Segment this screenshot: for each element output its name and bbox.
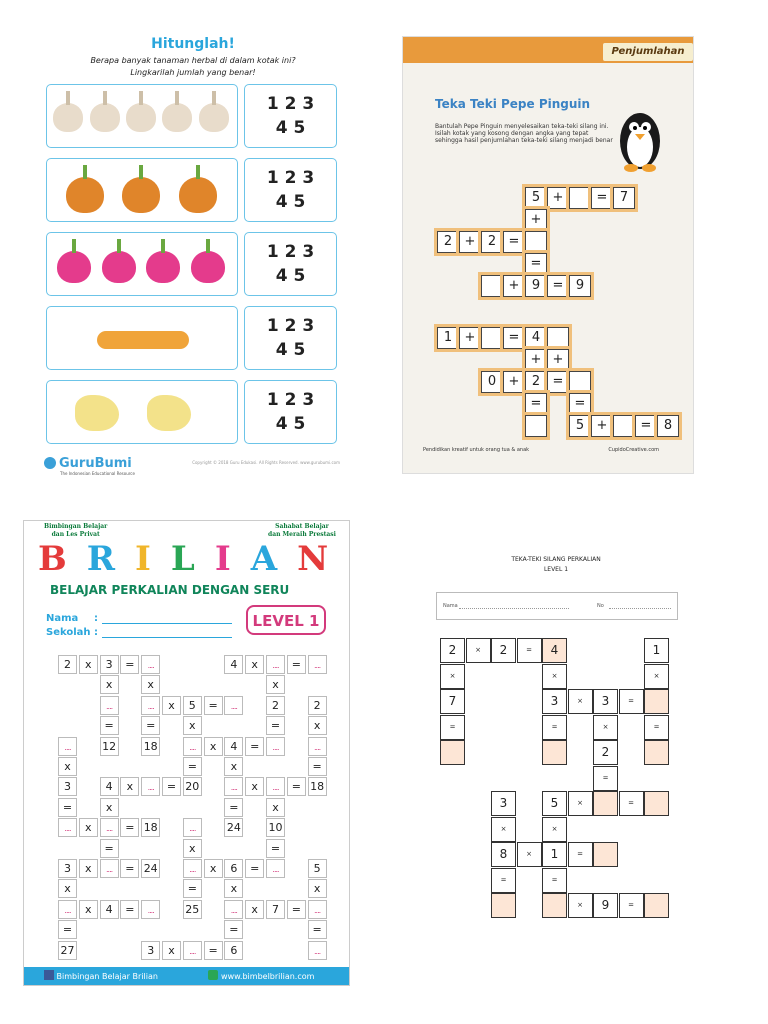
grid-cell: x bbox=[245, 777, 264, 796]
red-onion-icon bbox=[146, 251, 180, 283]
answer-blank-cell[interactable]: .... bbox=[58, 900, 77, 919]
grid-cell: 3 bbox=[141, 941, 160, 960]
crossword-cell: 2 bbox=[440, 638, 465, 663]
crossword-cell: = bbox=[517, 638, 542, 663]
sheet2-header-label: Penjumlahan bbox=[603, 43, 693, 61]
answer-blank-cell[interactable]: .... bbox=[58, 818, 77, 837]
numbers-line-1[interactable]: 1 2 3 bbox=[266, 242, 315, 262]
grid-cell: 5 bbox=[183, 696, 202, 715]
grid-cell: 12 bbox=[100, 737, 119, 756]
answer-blank-cell[interactable]: .... bbox=[308, 900, 327, 919]
answer-blank-cell[interactable]: .... bbox=[141, 777, 160, 796]
grid-cell: 4 bbox=[100, 900, 119, 919]
grid-cell: x bbox=[308, 716, 327, 735]
grid-cell: x bbox=[120, 777, 139, 796]
ginger-icon bbox=[147, 395, 191, 431]
level-badge: LEVEL 1 bbox=[246, 605, 326, 635]
crossword-cell: 3 bbox=[491, 791, 516, 816]
brilian-logo bbox=[38, 539, 348, 579]
grid-cell: = bbox=[245, 859, 264, 878]
puzzle-empty-cell[interactable] bbox=[613, 415, 635, 437]
answer-blank-cell[interactable]: .... bbox=[183, 737, 202, 756]
grid-cell: 25 bbox=[183, 900, 202, 919]
grid-cell: x bbox=[162, 696, 181, 715]
crossword-cell: 7 bbox=[440, 689, 465, 714]
puzzle-cell: + bbox=[547, 349, 569, 371]
numbers-line-2[interactable]: 4 5 bbox=[275, 192, 306, 212]
answer-blank-cell[interactable]: .... bbox=[308, 941, 327, 960]
answer-blank-cell[interactable]: .... bbox=[224, 900, 243, 919]
answer-blank-cell[interactable]: .... bbox=[58, 737, 77, 756]
crossword-cell: × bbox=[466, 638, 491, 663]
puzzle-empty-cell[interactable] bbox=[525, 415, 547, 437]
sheet1-instruction-2: Lingkarilah jumlah yang benar! bbox=[130, 68, 256, 77]
red-onion-icon bbox=[57, 251, 91, 283]
grid-cell: = bbox=[120, 655, 139, 674]
gurubumi-tagline: The Indonesian Educational Resource bbox=[60, 471, 135, 476]
grid-cell: = bbox=[120, 818, 139, 837]
garlic-icon bbox=[162, 103, 192, 132]
grid-cell: = bbox=[183, 879, 202, 898]
crossword-cell: × bbox=[644, 664, 669, 689]
name-field[interactable] bbox=[459, 608, 569, 609]
no-label: No bbox=[597, 603, 604, 609]
grid-cell: 5 bbox=[308, 859, 327, 878]
puzzle-cell: = bbox=[503, 231, 525, 253]
count-row bbox=[46, 232, 342, 298]
grid-cell: 4 bbox=[100, 777, 119, 796]
puzzle-cell: = bbox=[525, 253, 547, 275]
grid-cell: 6 bbox=[224, 941, 243, 960]
sheet3-header-right: Sahabat Belajar dan Meraih Prestasi bbox=[268, 523, 336, 538]
grid-cell: = bbox=[224, 798, 243, 817]
crossword-cell: 2 bbox=[593, 740, 618, 765]
answer-blank-cell[interactable]: .... bbox=[266, 777, 285, 796]
grid-cell: 2 bbox=[266, 696, 285, 715]
grid-cell: x bbox=[245, 900, 264, 919]
grid-cell: = bbox=[224, 920, 243, 939]
grid-cell: x bbox=[100, 798, 119, 817]
name-label: Nama bbox=[46, 613, 79, 624]
grid-cell: 18 bbox=[308, 777, 327, 796]
grid-cell: = bbox=[287, 900, 306, 919]
grid-cell: x bbox=[79, 655, 98, 674]
crossword-cell: × bbox=[491, 817, 516, 842]
grid-cell: = bbox=[120, 900, 139, 919]
answer-blank-cell[interactable]: .... bbox=[308, 655, 327, 674]
onion-icon bbox=[122, 177, 160, 213]
numbers-line-1[interactable]: 1 2 3 bbox=[266, 316, 315, 336]
picture-box bbox=[46, 84, 238, 148]
picture-box bbox=[46, 380, 238, 444]
picture-box bbox=[46, 232, 238, 296]
crossword-cell: = bbox=[440, 715, 465, 740]
worksheet-penguin-puzzle bbox=[402, 36, 694, 474]
crossword-cell: 1 bbox=[644, 638, 669, 663]
gurubumi-logo: GuruBumi The Indonesian Educational Resource bbox=[44, 456, 135, 476]
turmeric-icon bbox=[97, 331, 189, 349]
grid-cell: 6 bbox=[224, 859, 243, 878]
crossword-cell: 1 bbox=[542, 842, 567, 867]
answer-blank-cell[interactable]: .... bbox=[266, 859, 285, 878]
crossword-cell: × bbox=[542, 664, 567, 689]
puzzle-cell: 1 bbox=[437, 327, 459, 349]
puzzle-cell: = bbox=[503, 327, 525, 349]
answer-empty-cell[interactable] bbox=[593, 842, 618, 867]
worksheet-brilian-multiplication bbox=[23, 520, 350, 986]
sheet3-header-left: Bimbingan Belajar dan Les Privat bbox=[44, 523, 108, 538]
grid-cell: = bbox=[162, 777, 181, 796]
answer-blank-cell[interactable]: .... bbox=[266, 655, 285, 674]
numbers-line-1[interactable]: 1 2 3 bbox=[266, 168, 315, 188]
grid-cell: 27 bbox=[58, 941, 77, 960]
crossword-cell: × bbox=[440, 664, 465, 689]
grid-cell: x bbox=[204, 737, 223, 756]
grid-cell: = bbox=[58, 920, 77, 939]
red-onion-icon bbox=[102, 251, 136, 283]
no-field[interactable] bbox=[609, 608, 671, 609]
crossword-cell: = bbox=[619, 893, 644, 918]
grid-cell: 18 bbox=[141, 818, 160, 837]
name-label: Nama bbox=[443, 603, 458, 609]
grid-cell: = bbox=[100, 839, 119, 858]
name-colon: : bbox=[94, 613, 98, 624]
grid-cell: = bbox=[204, 941, 223, 960]
brand-letter: R bbox=[86, 539, 136, 579]
grid-cell: 2 bbox=[308, 696, 327, 715]
answer-blank-cell[interactable]: .... bbox=[100, 859, 119, 878]
answer-blank-cell[interactable]: .... bbox=[224, 696, 243, 715]
answer-empty-cell[interactable] bbox=[542, 893, 567, 918]
puzzle-cell: = bbox=[525, 393, 547, 415]
sheet3-footer bbox=[24, 967, 350, 986]
grid-cell: = bbox=[266, 839, 285, 858]
sheet2-title: Teka Teki Pepe Pinguin bbox=[435, 97, 591, 111]
puzzle-cell: 4 bbox=[525, 327, 547, 349]
puzzle-empty-cell[interactable] bbox=[481, 327, 503, 349]
crossword-cell: = bbox=[644, 715, 669, 740]
grid-cell: = bbox=[308, 920, 327, 939]
red-onion-icon bbox=[191, 251, 225, 283]
grid-cell: x bbox=[79, 818, 98, 837]
puzzle-cell: 2 bbox=[525, 371, 547, 393]
school-label: Sekolah bbox=[46, 627, 91, 638]
sheet4-title: TEKA-TEKI SILANG PERKALIAN LEVEL 1 bbox=[511, 556, 601, 573]
picture-box bbox=[46, 158, 238, 222]
answer-blank-cell[interactable]: .... bbox=[183, 941, 202, 960]
puzzle-cell: + bbox=[591, 415, 613, 437]
grid-cell: x bbox=[79, 859, 98, 878]
grid-cell: x bbox=[183, 839, 202, 858]
brand-letter: I bbox=[214, 539, 251, 579]
grid-cell: 10 bbox=[266, 818, 285, 837]
garlic-icon bbox=[90, 103, 120, 132]
picture-box bbox=[46, 306, 238, 370]
grid-cell: = bbox=[141, 716, 160, 735]
answer-empty-cell[interactable] bbox=[593, 791, 618, 816]
penguin-icon bbox=[615, 103, 665, 173]
crossword-cell: 5 bbox=[542, 791, 567, 816]
puzzle-cell: = bbox=[569, 393, 591, 415]
grid-cell: x bbox=[224, 757, 243, 776]
school-line[interactable] bbox=[102, 637, 232, 638]
puzzle-cell: + bbox=[525, 349, 547, 371]
puzzle-cell: 7 bbox=[613, 187, 635, 209]
grid-cell: 24 bbox=[141, 859, 160, 878]
crossword-cell: = bbox=[542, 868, 567, 893]
sheet1-instruction-1: Berapa banyak tanaman herbal di dalam kotak ini? bbox=[90, 56, 296, 65]
sheet2-footer-right: CupidoCreative.com bbox=[608, 447, 659, 453]
number-choice-box[interactable] bbox=[244, 158, 337, 222]
grid-cell: 24 bbox=[224, 818, 243, 837]
grid-cell: x bbox=[266, 798, 285, 817]
puzzle-cell: 5 bbox=[525, 187, 547, 209]
puzzle-cell: + bbox=[547, 187, 569, 209]
worksheet-crossword-multiplication bbox=[432, 548, 680, 920]
number-choice-box[interactable] bbox=[244, 232, 337, 296]
grid-cell: x bbox=[266, 675, 285, 694]
crossword-cell: = bbox=[568, 842, 593, 867]
crossword-cell: = bbox=[619, 791, 644, 816]
sheet1-copyright: Copyright © 2018 Guru Edukasi. All Rights Reserved. www.gurubumi.com bbox=[192, 460, 340, 465]
crossword-cell: × bbox=[542, 817, 567, 842]
numbers-line-1[interactable]: 1 2 3 bbox=[266, 94, 315, 114]
count-row bbox=[46, 306, 342, 372]
grid-cell: = bbox=[266, 716, 285, 735]
answer-empty-cell[interactable] bbox=[644, 893, 669, 918]
crossword-cell: × bbox=[517, 842, 542, 867]
grid-cell: 20 bbox=[183, 777, 202, 796]
grid-cell: 3 bbox=[100, 655, 119, 674]
grid-cell: 3 bbox=[58, 777, 77, 796]
answer-empty-cell[interactable] bbox=[644, 689, 669, 714]
grid-cell: = bbox=[204, 696, 223, 715]
crossword-cell: 8 bbox=[491, 842, 516, 867]
brand-letter: I bbox=[135, 539, 171, 579]
crossword-cell: × bbox=[593, 715, 618, 740]
grid-cell: = bbox=[183, 757, 202, 776]
puzzle-cell: 5 bbox=[569, 415, 591, 437]
grid-cell: = bbox=[308, 757, 327, 776]
footer-right-text: www.bimbelbrilian.com bbox=[221, 972, 315, 981]
grid-cell: = bbox=[100, 716, 119, 735]
answer-blank-cell[interactable]: .... bbox=[100, 696, 119, 715]
name-number-box bbox=[436, 592, 678, 620]
grid-cell: x bbox=[224, 879, 243, 898]
puzzle-empty-cell[interactable] bbox=[569, 371, 591, 393]
crossword-cell: = bbox=[542, 715, 567, 740]
grid-cell: 18 bbox=[141, 737, 160, 756]
answer-blank-cell[interactable]: .... bbox=[141, 655, 160, 674]
answer-blank-cell[interactable]: .... bbox=[308, 737, 327, 756]
grid-cell: x bbox=[245, 655, 264, 674]
puzzle-cell: + bbox=[503, 371, 525, 393]
grid-cell: x bbox=[204, 859, 223, 878]
crossword-cell: = bbox=[619, 689, 644, 714]
onion-icon bbox=[179, 177, 217, 213]
grid-cell: = bbox=[58, 798, 77, 817]
sheet1-title: Hitunglah! bbox=[151, 36, 235, 52]
answer-blank-cell[interactable]: .... bbox=[141, 696, 160, 715]
brand-letter: N bbox=[297, 539, 349, 579]
grid-cell: 7 bbox=[266, 900, 285, 919]
garlic-icon bbox=[53, 103, 83, 132]
sheet2-footer-left: Pendidikan kreatif untuk orang tua & anak bbox=[423, 447, 530, 453]
grid-cell: = bbox=[245, 737, 264, 756]
crossword-cell: × bbox=[568, 791, 593, 816]
garlic-icon bbox=[126, 103, 156, 132]
facebook-icon bbox=[44, 970, 54, 980]
grid-cell: x bbox=[308, 879, 327, 898]
puzzle-cell: + bbox=[459, 327, 481, 349]
answer-empty-cell[interactable] bbox=[542, 740, 567, 765]
answer-blank-cell[interactable]: .... bbox=[141, 900, 160, 919]
puzzle-empty-cell[interactable] bbox=[481, 275, 503, 297]
school-colon: : bbox=[94, 627, 98, 638]
sheet2-description: Bantulah Pepe Pinguin menyelesaikan teka-teki silang ini. Isilah kotak yang kosong dengan angka yang tepat sehingga hasil penjumlahan teka-teki silang menjadi benar bbox=[435, 123, 613, 144]
grid-cell: 3 bbox=[58, 859, 77, 878]
web-icon bbox=[208, 970, 218, 980]
puzzle-cell: 2 bbox=[481, 231, 503, 253]
count-row bbox=[46, 158, 342, 224]
puzzle-empty-cell[interactable] bbox=[525, 231, 547, 253]
crossword-cell: 4 bbox=[542, 638, 567, 663]
puzzle-cell: + bbox=[503, 275, 525, 297]
grid-cell: = bbox=[287, 655, 306, 674]
crossword-cell: 9 bbox=[593, 893, 618, 918]
grid-cell: = bbox=[287, 777, 306, 796]
grid-cell: 4 bbox=[224, 655, 243, 674]
puzzle-cell: 2 bbox=[437, 231, 459, 253]
ginger-icon bbox=[75, 395, 119, 431]
crossword-cell: = bbox=[593, 766, 618, 791]
puzzle-cell: 0 bbox=[481, 371, 503, 393]
puzzle-empty-cell[interactable] bbox=[569, 187, 591, 209]
grid-cell: x bbox=[58, 879, 77, 898]
number-choice-box[interactable] bbox=[244, 306, 337, 370]
name-line[interactable] bbox=[102, 623, 232, 624]
answer-blank-cell[interactable]: .... bbox=[183, 818, 202, 837]
count-row bbox=[46, 380, 342, 446]
grid-cell: x bbox=[58, 757, 77, 776]
puzzle-cell: 9 bbox=[525, 275, 547, 297]
numbers-line-2[interactable]: 4 5 bbox=[275, 414, 306, 434]
crossword-cell: 2 bbox=[491, 638, 516, 663]
answer-blank-cell[interactable]: .... bbox=[183, 859, 202, 878]
garlic-icon bbox=[199, 103, 229, 132]
number-choice-box[interactable] bbox=[244, 380, 337, 444]
numbers-line-1[interactable]: 1 2 3 bbox=[266, 390, 315, 410]
grid-cell: 2 bbox=[58, 655, 77, 674]
crossword-cell: × bbox=[568, 893, 593, 918]
crossword-cell: = bbox=[491, 868, 516, 893]
answer-empty-cell[interactable] bbox=[644, 791, 669, 816]
crossword-cell: × bbox=[568, 689, 593, 714]
puzzle-cell: = bbox=[547, 275, 569, 297]
answer-blank-cell[interactable]: .... bbox=[266, 737, 285, 756]
number-choice-box[interactable] bbox=[244, 84, 337, 148]
answer-empty-cell[interactable] bbox=[491, 893, 516, 918]
answer-empty-cell[interactable] bbox=[644, 740, 669, 765]
crossword-cell: 3 bbox=[542, 689, 567, 714]
numbers-line-2[interactable]: 4 5 bbox=[275, 118, 306, 138]
grid-cell: 4 bbox=[224, 737, 243, 756]
onion-icon bbox=[66, 177, 104, 213]
numbers-line-2[interactable]: 4 5 bbox=[275, 340, 306, 360]
puzzle-empty-cell[interactable] bbox=[547, 327, 569, 349]
grid-cell: = bbox=[120, 859, 139, 878]
worksheet-counting-herbs bbox=[40, 30, 346, 478]
puzzle-cell: 9 bbox=[569, 275, 591, 297]
footer-left-text: Bimbingan Belajar Brilian bbox=[56, 972, 158, 981]
grid-cell: x bbox=[183, 716, 202, 735]
numbers-line-2[interactable]: 4 5 bbox=[275, 266, 306, 286]
puzzle-cell: 8 bbox=[657, 415, 679, 437]
brand-letter: A bbox=[250, 539, 298, 579]
brand-letter: L bbox=[170, 539, 215, 579]
grid-cell: x bbox=[100, 675, 119, 694]
grid-cell: x bbox=[141, 675, 160, 694]
answer-blank-cell[interactable]: .... bbox=[224, 777, 243, 796]
brand-letter: B bbox=[38, 539, 87, 579]
answer-empty-cell[interactable] bbox=[440, 740, 465, 765]
answer-blank-cell[interactable]: .... bbox=[100, 818, 119, 837]
grid-cell: x bbox=[162, 941, 181, 960]
globe-icon bbox=[44, 457, 56, 469]
puzzle-cell: = bbox=[547, 371, 569, 393]
count-row bbox=[46, 84, 342, 150]
grid-cell: x bbox=[79, 900, 98, 919]
puzzle-cell: + bbox=[459, 231, 481, 253]
puzzle-cell: + bbox=[525, 209, 547, 231]
puzzle-cell: = bbox=[591, 187, 613, 209]
crossword-cell: 3 bbox=[593, 689, 618, 714]
puzzle-cell: = bbox=[635, 415, 657, 437]
sheet3-title: BELAJAR PERKALIAN DENGAN SERU bbox=[50, 583, 290, 597]
